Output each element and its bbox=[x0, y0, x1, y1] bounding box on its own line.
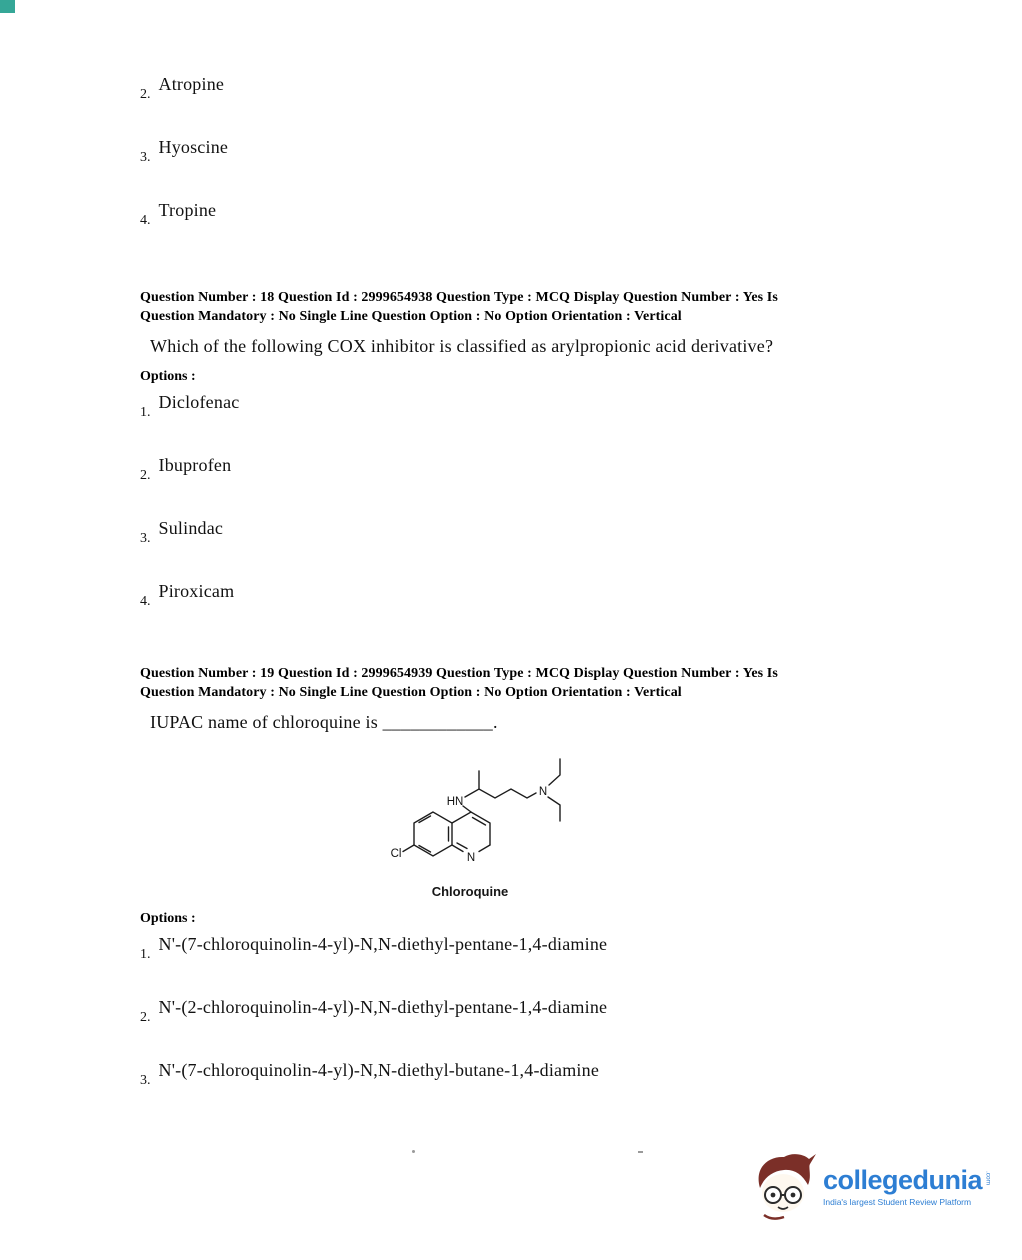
question-meta-line1: Question Number : 18 Question Id : 2999654938 Question Type : MCQ Display Question Number : Yes Is bbox=[140, 290, 778, 305]
option-row bbox=[140, 196, 228, 228]
options-list bbox=[140, 388, 888, 609]
options-label: Options : bbox=[140, 369, 196, 384]
question-meta-line1: Question Number : 19 Question Id : 2999654939 Question Type : MCQ Display Question Number : Yes Is bbox=[140, 666, 778, 681]
brand-wordmark: collegedunia bbox=[823, 1165, 983, 1195]
option-label: Diclofenac bbox=[158, 392, 240, 412]
question-text: Which of the following COX inhibitor is classified as arylpropionic acid derivative? bbox=[150, 336, 774, 356]
options-label: Options : bbox=[140, 911, 196, 926]
option-label: Tropine bbox=[158, 200, 217, 220]
option-number: 1. bbox=[140, 947, 151, 962]
question-meta bbox=[140, 288, 888, 326]
amine-n-label: N bbox=[538, 786, 548, 798]
scan-artifact-corner bbox=[0, 0, 15, 13]
option-label: N'-(7-chloroquinolin-4-yl)-N,N-diethyl-pentane-1,4-diamine bbox=[158, 934, 608, 954]
brand-name bbox=[823, 1167, 991, 1194]
option-row bbox=[140, 577, 888, 609]
option-label: Hyoscine bbox=[158, 137, 229, 157]
option-number: 3. bbox=[140, 531, 151, 546]
option-number: 3. bbox=[140, 1073, 151, 1088]
option-row bbox=[140, 1056, 888, 1088]
collegedunia-logo bbox=[752, 1152, 991, 1222]
option-row bbox=[140, 930, 888, 962]
structure-caption: Chloroquine bbox=[431, 884, 509, 899]
chloroquine-structure-drawing bbox=[383, 739, 603, 884]
question-meta-line2: Question Mandatory : No Single Line Question Option : No Option Orientation : Vertical bbox=[140, 309, 682, 324]
option-number: 4. bbox=[140, 594, 151, 609]
options-list bbox=[140, 930, 888, 1088]
collegedunia-mascot-icon bbox=[752, 1152, 818, 1222]
chloroquine-structure-figure bbox=[375, 739, 605, 899]
question-18 bbox=[140, 288, 888, 640]
option-row bbox=[140, 993, 888, 1025]
scan-artifact-dot bbox=[638, 1151, 643, 1153]
option-row bbox=[140, 70, 228, 102]
option-label: Ibuprofen bbox=[158, 455, 232, 475]
option-number: 4. bbox=[140, 213, 151, 228]
question-meta bbox=[140, 664, 888, 702]
ring-n-label: N bbox=[466, 852, 476, 864]
scan-artifact-dot bbox=[412, 1150, 415, 1153]
option-row bbox=[140, 451, 888, 483]
question-19 bbox=[140, 664, 888, 1119]
option-label: N'-(2-chloroquinolin-4-yl)-N,N-diethyl-pentane-1,4-diamine bbox=[158, 997, 608, 1017]
option-number: 2. bbox=[140, 87, 151, 102]
option-number: 2. bbox=[140, 468, 151, 483]
option-number: 1. bbox=[140, 405, 151, 420]
previous-question-options bbox=[140, 70, 228, 259]
option-row bbox=[140, 514, 888, 546]
option-label: N'-(7-chloroquinolin-4-yl)-N,N-diethyl-butane-1,4-diamine bbox=[158, 1060, 600, 1080]
brand-text-block bbox=[823, 1167, 991, 1207]
option-row bbox=[140, 388, 888, 420]
option-number: 3. bbox=[140, 150, 151, 165]
option-number: 2. bbox=[140, 1010, 151, 1025]
option-label: Atropine bbox=[158, 74, 225, 94]
question-meta-line2: Question Mandatory : No Single Line Question Option : No Option Orientation : Vertical bbox=[140, 685, 682, 700]
option-label: Piroxicam bbox=[158, 581, 235, 601]
option-label: Sulindac bbox=[158, 518, 224, 538]
brand-tagline: India's largest Student Review Platform bbox=[823, 1197, 972, 1207]
hn-label: HN bbox=[446, 796, 464, 808]
question-text: IUPAC name of chloroquine is ____________. bbox=[150, 712, 498, 732]
option-row bbox=[140, 133, 228, 165]
cl-label: Cl bbox=[390, 848, 402, 860]
brand-suffix: .com bbox=[984, 1171, 992, 1186]
